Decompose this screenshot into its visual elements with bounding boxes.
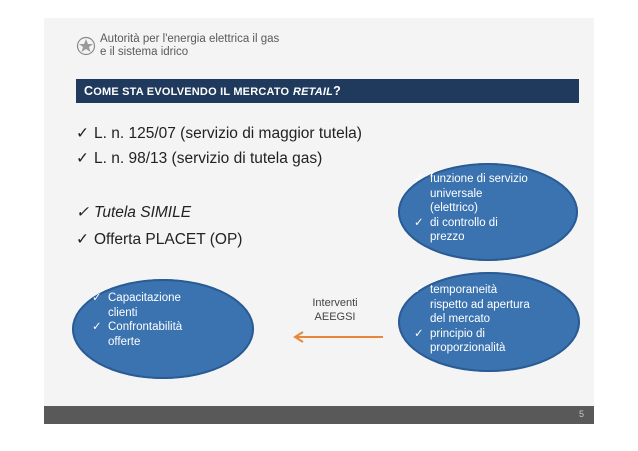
title-text: OME STA EVOLVENDO IL MERCATO (93, 86, 290, 98)
organization-name (100, 33, 279, 59)
ellipse-line: proporzionalità (430, 342, 506, 354)
bullet-item (76, 124, 362, 143)
bullet-text: Tutela SIMILE (94, 204, 192, 221)
ellipse-item (414, 283, 530, 327)
title-cap: C (84, 84, 94, 98)
org-line-1: Autorità per l'energia elettrica il gas (100, 33, 280, 45)
check-icon: ✓ (414, 284, 424, 296)
ellipse-item (414, 216, 528, 245)
check-icon: ✓ (92, 292, 102, 304)
ellipse-line: del mercato (430, 313, 491, 325)
ellipse-capacitazione-text (92, 291, 182, 349)
ellipse-line: rispetto ad apertura (430, 298, 530, 311)
bullet-item (76, 149, 322, 168)
check-icon: ✓ (76, 150, 89, 167)
emblem-icon (76, 34, 96, 58)
bullet-text: Offerta PLACET (OP) (94, 231, 243, 248)
check-icon: ✓ (76, 125, 89, 142)
bullet-text: L. n. 125/07 (servizio di maggior tutela) (94, 125, 362, 142)
check-icon: ✓ (414, 327, 424, 340)
bullet-text: L. n. 98/13 (servizio di tutela gas) (94, 150, 323, 167)
ellipse-line: funzione di servizio (430, 173, 528, 185)
bullet-item (76, 203, 191, 222)
ellipse-item (92, 291, 182, 320)
ellipse-line: di controllo di (430, 216, 498, 229)
check-icon: ✓ (92, 321, 102, 333)
check-icon: ✓ (76, 204, 89, 221)
footer-bar (44, 406, 594, 424)
ellipse-line: Confrontabilità (108, 321, 183, 333)
arrow-left-icon (289, 331, 384, 343)
interventi-label (303, 296, 367, 324)
page-number: 5 (578, 409, 584, 419)
bullet-item (76, 230, 242, 249)
ellipse-line: prezzo (430, 231, 465, 243)
title-question-mark: ? (333, 84, 341, 98)
check-icon: ✓ (414, 216, 424, 229)
ellipse-item (414, 172, 528, 216)
ellipse-item (414, 327, 530, 356)
title-italic: RETAIL (293, 86, 334, 98)
ellipse-line: temporaneità (430, 284, 498, 296)
org-line-2: e il sistema idrico (100, 46, 189, 58)
ellipse-line: universale (430, 187, 483, 200)
check-icon: ✓ (414, 173, 424, 185)
ellipse-temporaneita-text (414, 283, 530, 356)
slide-title (84, 84, 341, 98)
ellipse-line: principio di (430, 327, 485, 340)
ellipse-line: Capacitazione (108, 292, 181, 304)
check-icon: ✓ (76, 231, 89, 248)
ellipse-line: offerte (108, 335, 141, 348)
title-bar (76, 79, 579, 103)
ellipse-item (92, 320, 182, 349)
ellipse-line: (elettrico) (430, 202, 478, 214)
interventi-line-1: Interventi (312, 297, 358, 309)
interventi-line-2: AEEGSI (314, 311, 356, 323)
ellipse-line: clienti (108, 306, 138, 319)
ellipse-servizio-text (414, 172, 528, 245)
